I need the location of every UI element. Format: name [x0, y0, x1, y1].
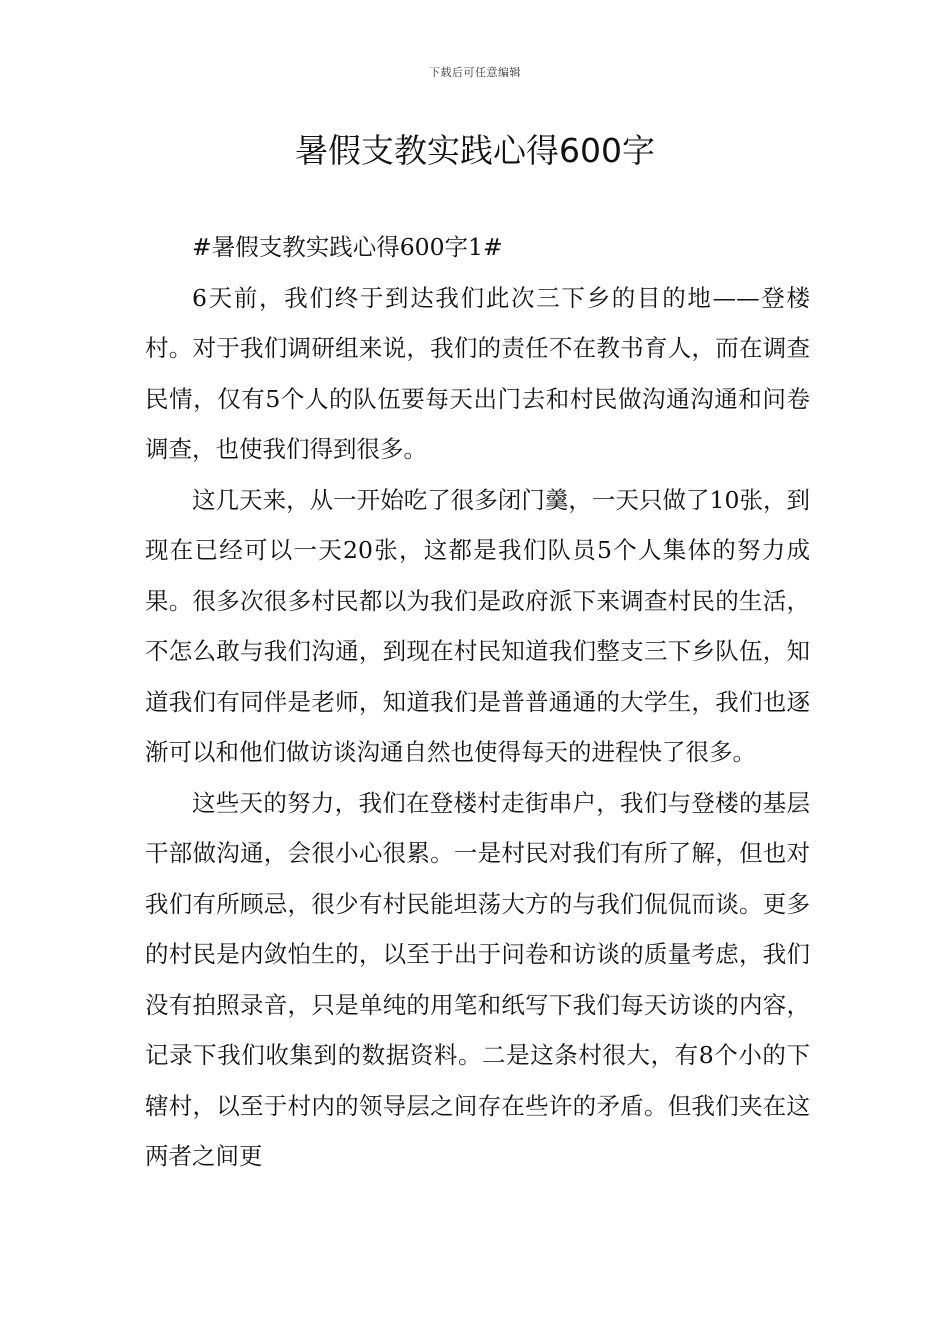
header-note: 下载后可任意编辑 — [429, 66, 521, 79]
paragraph: 这几天来，从一开始吃了很多闭门羹，一天只做了10张，到现在已经可以一天20张，这都是我们队员5个人集体的努力成果。很多次很多村民都以为我们是政府派下来调查村民的生活，不怎么敢与我们沟通，到现在村民知道我们整支三下乡队伍，知道我们有同伴是老师，知道我们是普普通通的大学生，我们也逐渐可以和他们做访谈沟通自然也使得每天的进程快了很多。 — [145, 485, 810, 766]
document-body — [145, 222, 810, 1182]
paragraph: 这些天的努力，我们在登楼村走街串户，我们与登楼的基层干部做沟通，会很小心很累。一是村民对我们有所了解，但也对我们有所顾忌，很少有村民能坦荡大方的与我们侃侃而谈。更多的村民是内敛怕生的，以至于出于问卷和访谈的质量考虑，我们没有拍照录音，只是单纯的用笔和纸写下我们每天访谈的内容，记录下我们收集到的数据资料。二是这条村很大，有8个小的下辖村，以至于村内的领导层之间存在些许的矛盾。但我们夹在这两者之间更 — [145, 788, 810, 1170]
paragraph: 6天前，我们终于到达我们此次三下乡的目的地——登楼村。对于我们调研组来说，我们的责任不在教书育人，而在调查民情，仅有5个人的队伍要每天出门去和村民做沟通沟通和问卷调查，也使我们得到很多。 — [145, 283, 810, 463]
document-title: 暑假支教实践心得600字 — [295, 131, 655, 170]
section-heading: #暑假支教实践心得600字1# — [192, 233, 503, 261]
